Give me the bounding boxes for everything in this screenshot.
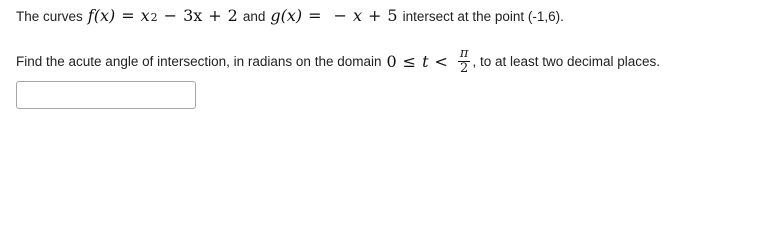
function-f-label: f(x) [87,6,116,25]
question-text-prefix: The curves [16,9,83,24]
constant-2: 2 [227,6,238,25]
variable-x: x [140,6,150,25]
equals-sign-2: = [308,6,322,25]
instruction-text: Find the acute angle of intersection, in radians on the domain [16,53,382,69]
fraction-numerator: π [459,45,469,61]
question-text-suffix: intersect at the point (-1,6). [402,9,564,24]
minus-sign-2: − [333,6,347,25]
pi-over-two-fraction [458,45,471,76]
constant-5: 5 [387,6,398,25]
instruction-suffix: , to at least two decimal places. [472,53,661,69]
question-line-1 [16,6,564,28]
exponent: 2 [150,11,158,24]
answer-input[interactable] [16,81,196,109]
equals-sign: = [121,6,135,25]
variable-x-2: x [352,6,362,25]
and-text: and [242,9,266,24]
domain-lower-bound: 0 [386,51,397,71]
variable-t: t [422,51,429,71]
minus-sign: − [163,6,178,25]
term-3x: 3x [183,6,203,25]
less-than-sign: < [434,51,448,71]
fraction-denominator: 2 [460,60,469,76]
function-g-label: g(x) [270,6,303,25]
plus-sign-2: + [367,6,382,25]
plus-sign: + [208,6,222,25]
less-equal-sign: ≤ [402,51,417,71]
question-line-2 [16,46,660,76]
